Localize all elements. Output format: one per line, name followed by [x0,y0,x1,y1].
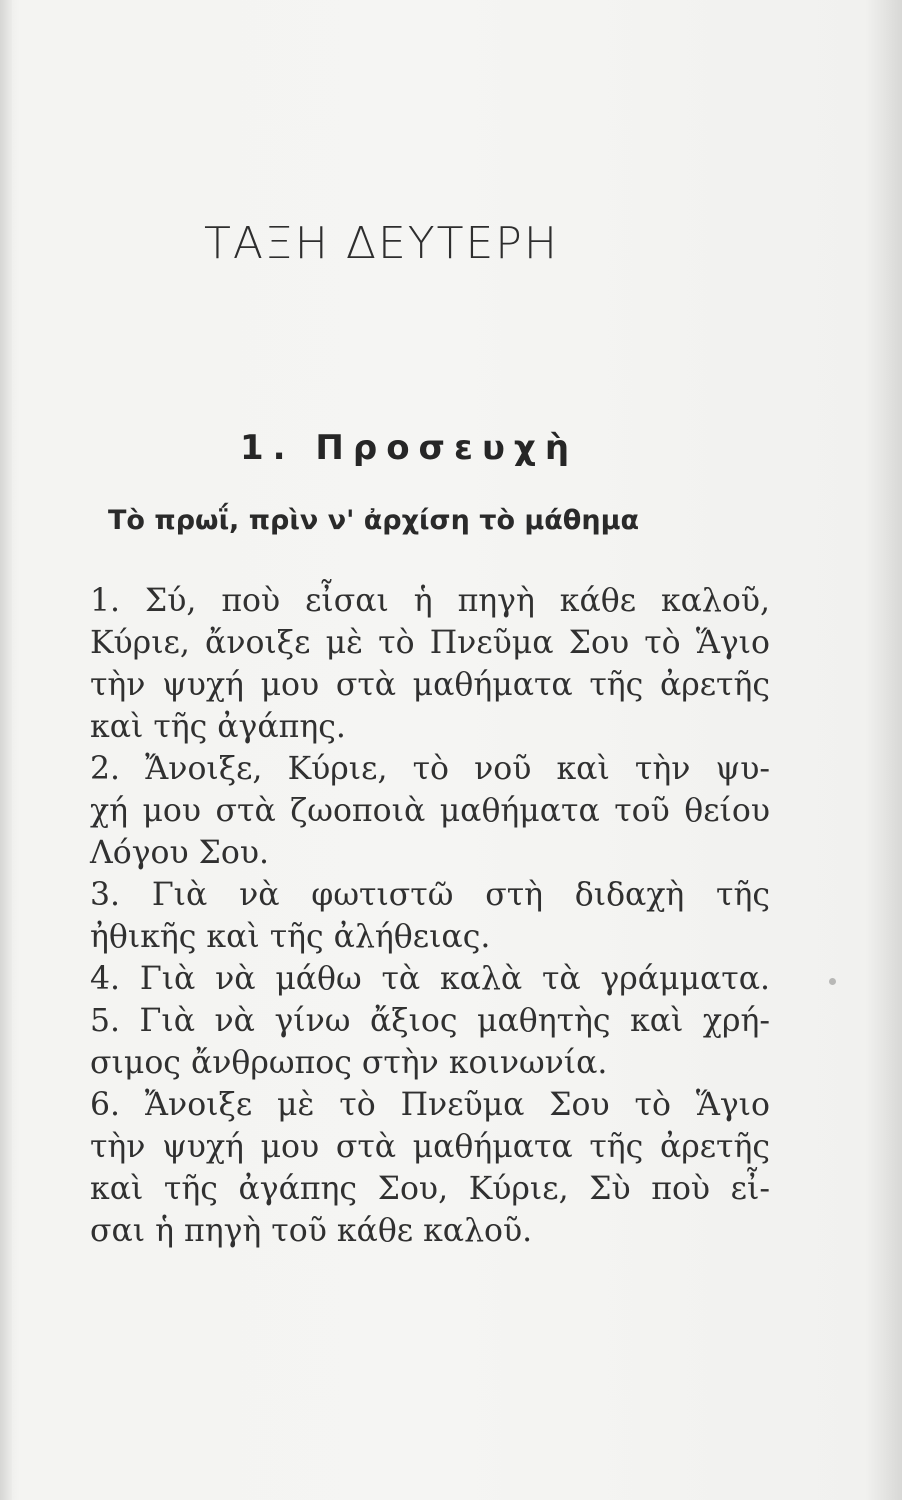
prayer-subheading: Τὸ πρωΐ, πρὶν ν' ἀρχίση τὸ μάθημα [108,505,639,536]
prayer-text [90,580,770,1252]
text-line: 1. Σύ, ποὺ εἶσαι ἡ πηγὴ κάθε καλοῦ, [90,583,770,619]
section-title: ΤΑΞΗ ΔΕΥΤΕΡΗ [204,218,559,269]
text-line: σαι ἡ πηγὴ τοῦ κάθε καλοῦ. [90,1213,533,1249]
text-line: σιμος ἄνθρωπος στὴν κοινωνία. [90,1045,608,1081]
text-line: 4. Γιὰ νὰ μάθω τὰ καλὰ τὰ γράμματα. [90,961,770,997]
paper-speck [829,978,836,985]
text-line: χή μου στὰ ζωοποιὰ μαθήματα τοῦ θείου [90,793,770,829]
text-line: Κύριε, ἄνοιξε μὲ τὸ Πνεῦμα Σου τὸ Ἅγιο [90,625,770,661]
text-line: καὶ τῆς ἀγάπης. [90,709,346,745]
text-line: 5. Γιὰ νὰ γίνω ἄξιος μαθητὴς καὶ χρή- [90,1003,770,1039]
text-line: Λόγου Σου. [90,835,270,871]
text-line: 6. Ἄνοιξε μὲ τὸ Πνεῦμα Σου τὸ Ἅγιο [90,1087,770,1123]
page-binding-edge [0,0,12,1500]
text-line: τὴν ψυχή μου στὰ μαθήματα τῆς ἀρετῆς [90,667,770,703]
text-line: ἠθικῆς καὶ τῆς ἀλήθειας. [90,919,491,955]
prayer-heading: 1. Προσευχὴ [240,428,579,468]
text-line: τὴν ψυχή μου στὰ μαθήματα τῆς ἀρετῆς [90,1129,770,1165]
text-line: 2. Ἄνοιξε, Κύριε, τὸ νοῦ καὶ τὴν ψυ- [90,751,770,787]
text-line: καὶ τῆς ἀγάπης Σου, Κύριε, Σὺ ποὺ εἶ- [90,1171,770,1207]
text-line: 3. Γιὰ νὰ φωτιστῶ στὴ διδαχὴ τῆς [90,877,770,913]
